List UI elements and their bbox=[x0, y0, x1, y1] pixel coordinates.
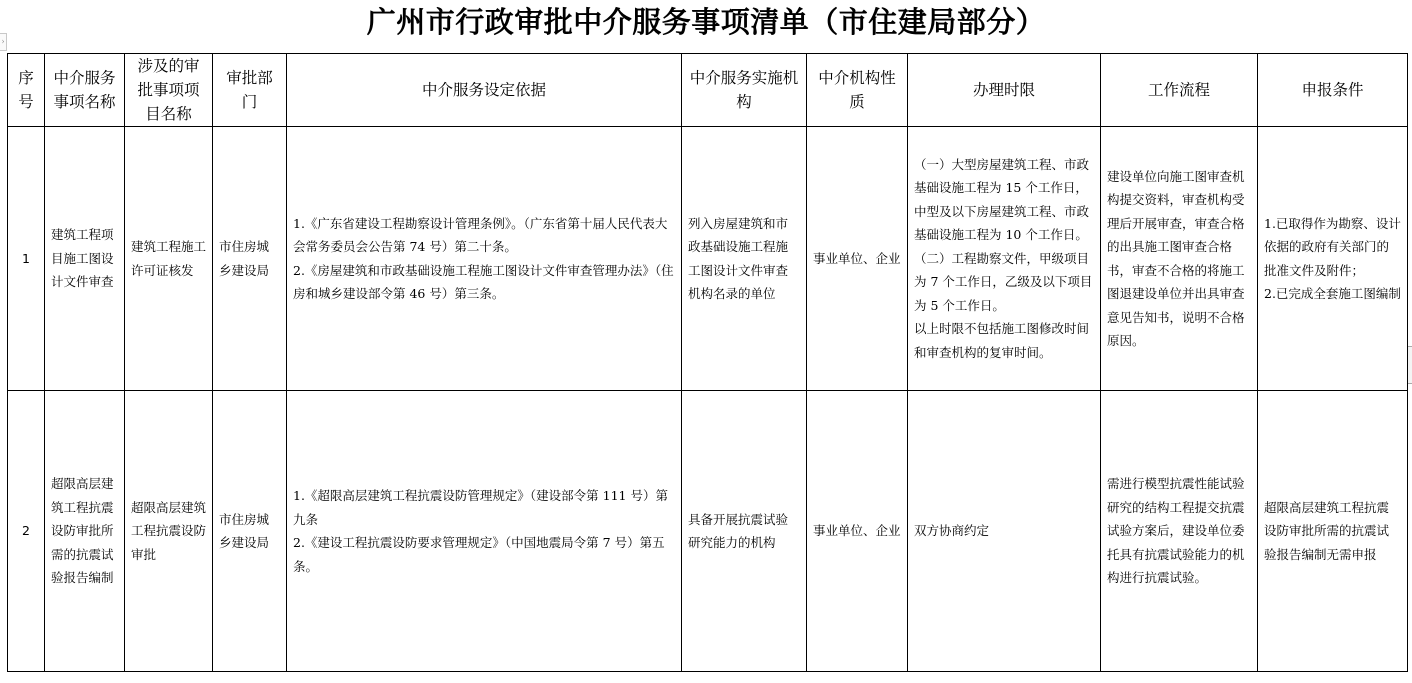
header-service-name: 中介服务事项名称 bbox=[45, 54, 125, 127]
cell-conditions bbox=[1258, 391, 1408, 672]
condition-paragraph: 1.已取得作为勘察、设计依据的政府有关部门的批准文件及附件； bbox=[1264, 215, 1401, 278]
basis-paragraph: 1.《广东省建设工程勘察设计管理条例》。（广东省第十届人民代表大会常务委员会公告第 74 号）第二十条。 bbox=[293, 215, 668, 254]
service-items-table bbox=[7, 53, 1408, 672]
cell-time-limit bbox=[908, 127, 1101, 391]
cell-seq: 2 bbox=[8, 391, 45, 672]
anchor-marker-icon: › bbox=[0, 33, 7, 51]
cell-conditions bbox=[1258, 127, 1408, 391]
time-limit-paragraph: （二）工程勘察文件，甲级项目为 7 个工作日，乙级及以下项目为 5 个工作日。 bbox=[914, 250, 1093, 313]
header-approval-item: 涉及的审批事项项目名称 bbox=[125, 54, 213, 127]
cell-service-name: 建筑工程项目施工图设计文件审查 bbox=[45, 127, 125, 391]
table-header-row bbox=[8, 54, 1408, 127]
header-basis: 中介服务设定依据 bbox=[287, 54, 682, 127]
cell-workflow: 需进行模型抗震性能试验研究的结构工程提交抗震试验方案后，建设单位委托具有抗震试验能力的机构进行抗震试验。 bbox=[1101, 391, 1258, 672]
header-conditions: 申报条件 bbox=[1258, 54, 1408, 127]
header-nature: 中介机构性质 bbox=[807, 54, 908, 127]
basis-paragraph: 2.《房屋建筑和市政基础设施工程施工图设计文件审查管理办法》（住房和城乡建设部令第 46 号）第三条。 bbox=[293, 262, 674, 301]
cell-approval-item: 超限高层建筑工程抗震设防审批 bbox=[125, 391, 213, 672]
basis-paragraph: 2.《建设工程抗震设防要求管理规定》（中国地震局令第 7 号）第五条。 bbox=[293, 535, 665, 574]
basis-paragraph: 1.《超限高层建筑工程抗震设防管理规定》（建设部令第 111 号）第九条 bbox=[293, 488, 668, 527]
cell-basis bbox=[287, 127, 682, 391]
header-provider: 中介服务实施机构 bbox=[682, 54, 807, 127]
condition-paragraph: 超限高层建筑工程抗震设防审批所需的抗震试验报告编制无需申报 bbox=[1264, 499, 1390, 562]
table-row bbox=[8, 391, 1408, 672]
header-seq: 序号 bbox=[8, 54, 45, 127]
cell-seq: 1 bbox=[8, 127, 45, 391]
cell-approval-item: 建筑工程施工许可证核发 bbox=[125, 127, 213, 391]
header-department: 审批部门 bbox=[213, 54, 287, 127]
cell-time-limit bbox=[908, 391, 1101, 672]
cell-basis bbox=[287, 391, 682, 672]
time-limit-paragraph: 以上时限不包括施工图修改时间和审查机构的复审时间。 bbox=[914, 321, 1090, 360]
cell-department: 市住房城乡建设局 bbox=[213, 127, 287, 391]
header-time-limit: 办理时限 bbox=[908, 54, 1101, 127]
time-limit-paragraph: 双方协商约定 bbox=[914, 523, 990, 539]
cell-nature: 事业单位、企业 bbox=[807, 391, 908, 672]
cell-workflow: 建设单位向施工图审查机构提交资料，审查机构受理后开展审查，审查合格的出具施工图审查合格书，审查不合格的将施工图退建设单位并出具审查意见告知书，说明不合格原因。 bbox=[1101, 127, 1258, 391]
row-resize-handle[interactable] bbox=[1408, 346, 1412, 384]
cell-provider: 具备开展抗震试验研究能力的机构 bbox=[682, 391, 807, 672]
cell-department: 市住房城乡建设局 bbox=[213, 391, 287, 672]
condition-paragraph: 2.已完成全套施工图编制 bbox=[1264, 286, 1401, 301]
document-title: 广州市行政审批中介服务事项清单（市住建局部分） bbox=[366, 5, 1046, 39]
table-row bbox=[8, 127, 1408, 391]
cell-service-name: 超限高层建筑工程抗震设防审批所需的抗震试验报告编制 bbox=[45, 391, 125, 672]
header-workflow: 工作流程 bbox=[1101, 54, 1258, 127]
time-limit-paragraph: （一）大型房屋建筑工程、市政基础设施工程为 15 个工作日，中型及以下房屋建筑工程、市政基础设施工程为 10 个工作日。 bbox=[914, 156, 1090, 243]
cell-provider: 列入房屋建筑和市政基础设施工程施工图设计文件审查机构名录的单位 bbox=[682, 127, 807, 391]
cell-nature: 事业单位、企业 bbox=[807, 127, 908, 391]
